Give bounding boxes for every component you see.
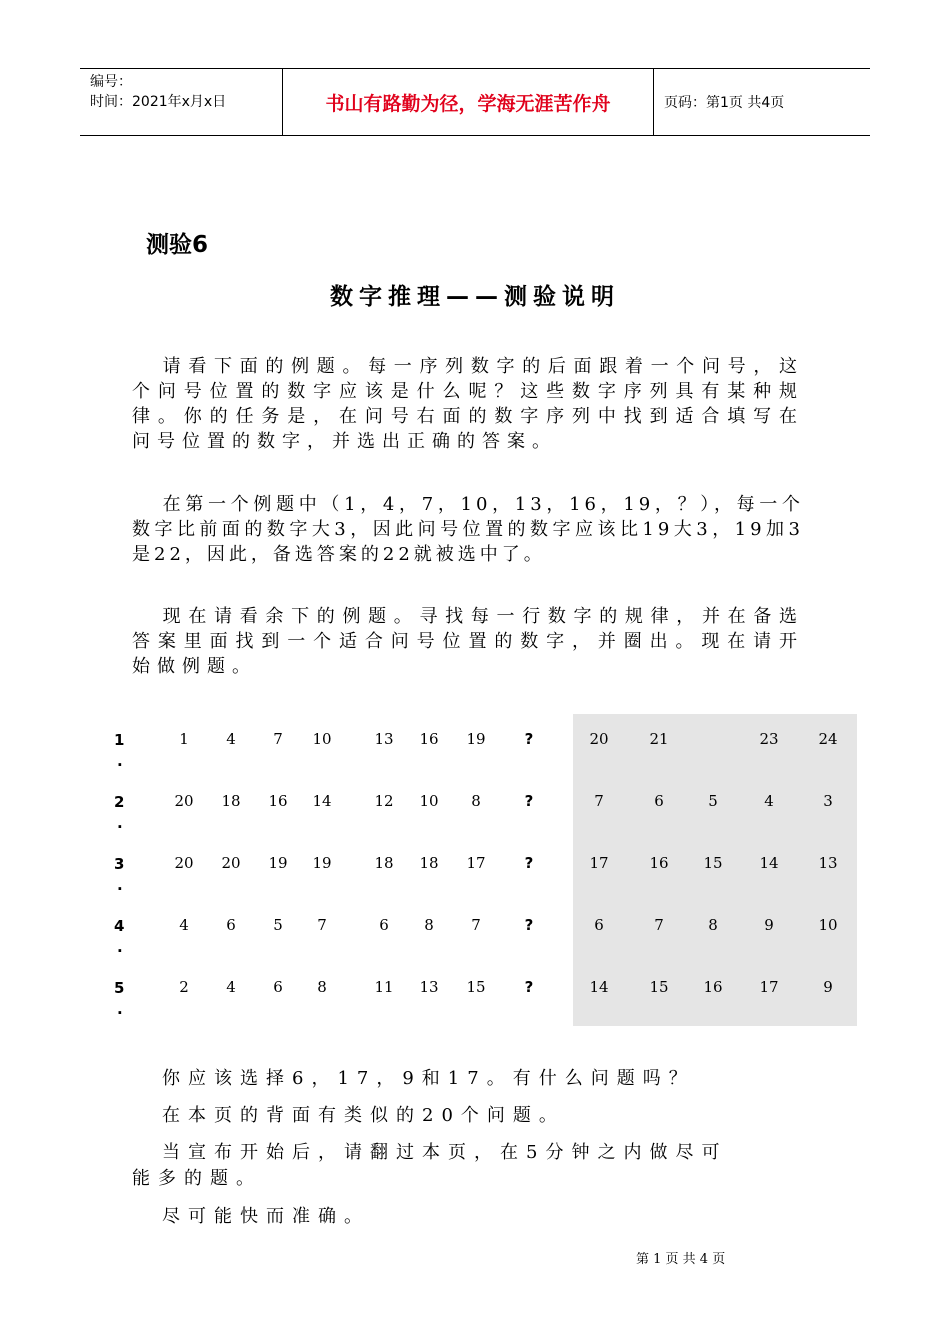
question-mark: ? — [524, 916, 534, 934]
sequence-number: 11 — [374, 978, 394, 996]
answer-option[interactable]: 14 — [589, 978, 609, 996]
answer-option[interactable]: 23 — [759, 730, 779, 748]
sequence-number: 6 — [379, 916, 389, 934]
sequence-number: 18 — [419, 854, 439, 872]
sequence-number: 7 — [317, 916, 327, 934]
sequence-number: 19 — [466, 730, 486, 748]
header-left-cell — [80, 69, 282, 135]
answer-option[interactable]: 20 — [589, 730, 609, 748]
question-number-dot: . — [117, 876, 123, 894]
sequence-number: 15 — [466, 978, 486, 996]
answer-option[interactable]: 4 — [764, 792, 774, 810]
sequence-number: 18 — [221, 792, 241, 810]
sequence-number: 10 — [419, 792, 439, 810]
answer-option[interactable]: 10 — [818, 916, 838, 934]
test-title: 测验6 — [146, 232, 209, 258]
question-number: 4 — [114, 917, 125, 935]
sequence-number: 14 — [312, 792, 332, 810]
question-number-dot: . — [117, 938, 123, 956]
closing-line-2: 在本页的背面有类似的20个问题。 — [162, 1105, 565, 1126]
answer-option[interactable]: 15 — [649, 978, 669, 996]
sequence-number: 4 — [226, 978, 236, 996]
sequence-number: 4 — [226, 730, 236, 748]
answer-option[interactable]: 3 — [823, 792, 833, 810]
sequence-number: 8 — [471, 792, 481, 810]
sequence-number: 4 — [179, 916, 189, 934]
sequence-number: 7 — [471, 916, 481, 934]
question-mark: ? — [524, 730, 534, 748]
answer-option[interactable]: 13 — [818, 854, 838, 872]
sequence-number: 19 — [312, 854, 332, 872]
sequence-number: 6 — [273, 978, 283, 996]
closing-line-1: 你应该选择6，17，9和17。有什么问题吗？ — [162, 1068, 695, 1089]
answer-option[interactable]: 16 — [649, 854, 669, 872]
question-number-dot: . — [117, 1000, 123, 1018]
question-number-dot: . — [117, 814, 123, 832]
sequence-number: 16 — [268, 792, 288, 810]
answer-option[interactable]: 16 — [703, 978, 723, 996]
instruction-paragraph-2: 在第一个例题中（1，4，7，10，13，16，19，？），每一个数字比前面的数字大3，因此问号位置的数字应该比19大3，19加3是22，因此，备选答案的22就被选中了。 — [132, 494, 804, 565]
page-info: 页码：第1页 共4页 — [664, 95, 785, 111]
question-number-dot: . — [117, 752, 123, 770]
answer-option[interactable]: 15 — [703, 854, 723, 872]
closing-line-3: 当宣布开始后，请翻过本页，在5分钟之内做尽可 — [162, 1142, 728, 1163]
time-label: 时间：2021年x月x日 — [90, 94, 227, 110]
question-number: 1 — [114, 731, 125, 749]
sequence-number: 20 — [174, 792, 194, 810]
answer-option[interactable]: 17 — [759, 978, 779, 996]
answer-option[interactable]: 9 — [764, 916, 774, 934]
answer-option[interactable]: 6 — [594, 916, 604, 934]
question-number: 3 — [114, 855, 125, 873]
answer-option[interactable]: 21 — [649, 730, 669, 748]
answer-option[interactable]: 17 — [589, 854, 609, 872]
answer-option[interactable]: 5 — [708, 792, 718, 810]
answer-option[interactable]: 9 — [823, 978, 833, 996]
sequence-number: 20 — [221, 854, 241, 872]
sequence-number: 19 — [268, 854, 288, 872]
sequence-number: 7 — [273, 730, 283, 748]
sequence-number: 8 — [317, 978, 327, 996]
question-mark: ? — [524, 978, 534, 996]
question-number: 5 — [114, 979, 125, 997]
question-number: 2 — [114, 793, 125, 811]
answer-option[interactable]: 8 — [708, 916, 718, 934]
answer-option[interactable]: 24 — [818, 730, 838, 748]
instruction-paragraph-1: 请看下面的例题。每一序列数字的后面跟着一个问号，这个问号位置的数字应该是什么呢？这些数字序列具有某种规律。你的任务是，在问号右面的数字序列中找到适合填写在问号位置的数字，并选出正确的答案。 — [132, 356, 804, 452]
question-mark: ? — [524, 854, 534, 872]
sequence-number: 17 — [466, 854, 486, 872]
number-label: 编号： — [90, 74, 132, 90]
closing-line-4: 能多的题。 — [132, 1168, 262, 1189]
answer-option[interactable]: 7 — [594, 792, 604, 810]
sequence-number: 13 — [419, 978, 439, 996]
sequence-number: 13 — [374, 730, 394, 748]
sequence-number: 1 — [179, 730, 189, 748]
main-title: 数字推理——测验说明 — [330, 284, 620, 310]
sequence-number: 12 — [374, 792, 394, 810]
sequence-number: 2 — [179, 978, 189, 996]
closing-line-5: 尽可能快而准确。 — [162, 1206, 370, 1227]
sequence-number: 20 — [174, 854, 194, 872]
motto: 书山有路勤为径，学海无涯苦作舟 — [282, 69, 654, 135]
sequence-number: 5 — [273, 916, 283, 934]
sequence-number: 6 — [226, 916, 236, 934]
answer-option[interactable]: 14 — [759, 854, 779, 872]
sequence-number: 18 — [374, 854, 394, 872]
sequence-number: 8 — [424, 916, 434, 934]
answer-option[interactable]: 7 — [654, 916, 664, 934]
footer-page-number: 第 1 页 共 4 页 — [636, 1252, 726, 1267]
sequence-number: 10 — [312, 730, 332, 748]
instruction-paragraph-3: 现在请看余下的例题。寻找每一行数字的规律，并在备选答案里面找到一个适合问号位置的数字，并圈出。现在请开始做例题。 — [132, 606, 804, 677]
answer-option[interactable]: 6 — [654, 792, 664, 810]
question-mark: ? — [524, 792, 534, 810]
sequence-number: 16 — [419, 730, 439, 748]
page-header — [80, 68, 870, 136]
